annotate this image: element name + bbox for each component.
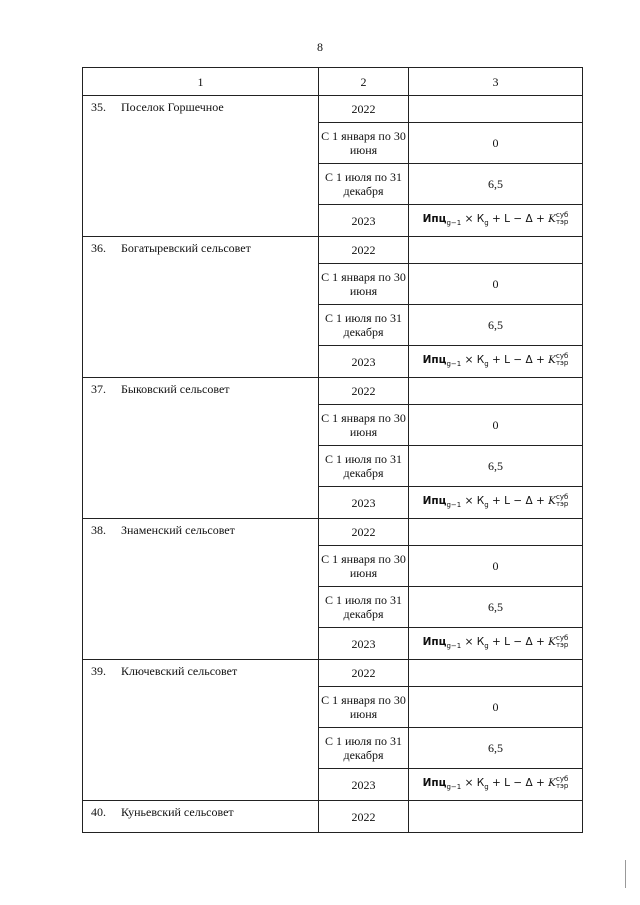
value-cell <box>409 769 583 801</box>
value-cell <box>409 96 583 123</box>
formula-times: × <box>464 212 474 225</box>
formula-kt-sup: суб <box>555 633 569 642</box>
formula-times: × <box>464 635 474 648</box>
formula-kt-indices <box>556 494 568 508</box>
period-cell: С 1 января по 30 июня <box>319 405 409 446</box>
period-cell: 2023 <box>319 205 409 237</box>
table-row <box>83 378 583 405</box>
tariff-formula <box>423 353 569 371</box>
value-cell: 6,5 <box>409 728 583 769</box>
formula-ipc: Ипц <box>422 212 447 225</box>
page-number: 8 <box>317 40 323 54</box>
formula-kt-sup: суб <box>555 351 569 360</box>
formula-times: × <box>464 776 474 789</box>
formula-ipc: Ипц <box>422 494 447 507</box>
period-cell: С 1 июля по 31 декабря <box>319 587 409 628</box>
formula-ipc: Ипц <box>422 776 447 789</box>
tariff-formula <box>423 212 569 230</box>
formula-kt-indices <box>556 635 568 649</box>
value-cell <box>409 519 583 546</box>
item-number: 37. <box>91 382 106 396</box>
formula-kt-sup: суб <box>555 492 569 501</box>
period-cell: С 1 января по 30 июня <box>319 546 409 587</box>
formula-ipc-sub: g−1 <box>446 219 462 228</box>
period-cell: С 1 июля по 31 декабря <box>319 164 409 205</box>
column-header-1: 1 <box>83 68 319 96</box>
formula-kt-sub: тэр <box>555 358 569 367</box>
formula-ipc: Ипц <box>422 635 447 648</box>
value-cell <box>409 660 583 687</box>
formula-kt-indices <box>556 353 568 367</box>
municipality-name: Быковский сельсовет <box>121 382 230 396</box>
formula-k-sub: g <box>484 360 489 369</box>
formula-k: К <box>476 353 485 366</box>
municipality-cell <box>83 237 319 378</box>
period-cell: 2022 <box>319 378 409 405</box>
formula-k-sub: g <box>484 642 489 651</box>
table-row <box>83 237 583 264</box>
value-cell <box>409 628 583 660</box>
formula-kt-sub: тэр <box>555 499 569 508</box>
municipality-cell <box>83 660 319 801</box>
table-row <box>83 519 583 546</box>
value-cell: 0 <box>409 546 583 587</box>
column-header-2: 2 <box>319 68 409 96</box>
formula-kt-sup: суб <box>555 210 569 219</box>
period-cell: 2023 <box>319 487 409 519</box>
formula-kt-sub: тэр <box>555 217 569 226</box>
formula-kt-sub: тэр <box>555 640 569 649</box>
period-cell: 2023 <box>319 628 409 660</box>
value-cell <box>409 237 583 264</box>
formula-k-sub: g <box>484 219 489 228</box>
formula-kt-sub: тэр <box>555 781 569 790</box>
formula-kt: K <box>548 635 556 648</box>
period-cell: 2023 <box>319 346 409 378</box>
formula-ipc-sub: g−1 <box>446 360 462 369</box>
formula-kt-indices <box>556 776 568 790</box>
value-cell: 6,5 <box>409 164 583 205</box>
formula-ipc-sub: g−1 <box>446 501 462 510</box>
value-cell <box>409 378 583 405</box>
value-cell: 6,5 <box>409 446 583 487</box>
formula-times: × <box>464 494 474 507</box>
table-header-row <box>83 68 583 96</box>
tariff-formula <box>423 635 569 653</box>
value-cell: 6,5 <box>409 587 583 628</box>
period-cell: С 1 июля по 31 декабря <box>319 728 409 769</box>
formula-rest: + L − Δ + <box>488 635 549 648</box>
value-cell: 0 <box>409 123 583 164</box>
period-cell: 2022 <box>319 519 409 546</box>
value-cell: 0 <box>409 264 583 305</box>
formula-kt: K <box>548 212 556 225</box>
municipality-name: Богатыревский сельсовет <box>121 241 251 255</box>
formula-k: К <box>476 494 485 507</box>
value-cell: 0 <box>409 405 583 446</box>
period-cell: 2022 <box>319 660 409 687</box>
value-cell <box>409 801 583 833</box>
value-cell <box>409 346 583 378</box>
value-cell <box>409 487 583 519</box>
period-cell: 2022 <box>319 237 409 264</box>
formula-k-sub: g <box>484 501 489 510</box>
formula-times: × <box>464 353 474 366</box>
formula-ipc: Ипц <box>422 353 447 366</box>
item-number: 38. <box>91 523 106 537</box>
period-cell: С 1 января по 30 июня <box>319 264 409 305</box>
period-cell: С 1 января по 30 июня <box>319 123 409 164</box>
table-row <box>83 660 583 687</box>
value-cell: 6,5 <box>409 305 583 346</box>
municipality-name: Ключевский сельсовет <box>121 664 238 678</box>
municipality-cell <box>83 801 319 833</box>
item-number: 39. <box>91 664 106 678</box>
table-row <box>83 801 583 833</box>
formula-k: К <box>476 635 485 648</box>
formula-kt: K <box>548 776 556 789</box>
period-cell: С 1 января по 30 июня <box>319 687 409 728</box>
period-cell: С 1 июля по 31 декабря <box>319 446 409 487</box>
municipality-name: Поселок Горшечное <box>121 100 224 114</box>
period-cell: 2023 <box>319 769 409 801</box>
formula-k: К <box>476 212 485 225</box>
municipality-cell <box>83 378 319 519</box>
municipality-cell <box>83 96 319 237</box>
tariff-formula <box>423 494 569 512</box>
period-cell: 2022 <box>319 801 409 833</box>
tariff-formula <box>423 776 569 794</box>
period-cell: 2022 <box>319 96 409 123</box>
formula-kt: K <box>548 353 556 366</box>
value-cell <box>409 205 583 237</box>
formula-k-sub: g <box>484 783 489 792</box>
item-number: 40. <box>91 805 106 819</box>
scan-edge-mark <box>625 860 626 888</box>
municipality-name: Куньевский сельсовет <box>121 805 234 819</box>
municipality-cell <box>83 519 319 660</box>
formula-ipc-sub: g−1 <box>446 642 462 651</box>
item-number: 35. <box>91 100 106 114</box>
formula-kt: K <box>548 494 556 507</box>
value-cell: 0 <box>409 687 583 728</box>
formula-rest: + L − Δ + <box>488 494 549 507</box>
municipality-name: Знаменский сельсовет <box>121 523 235 537</box>
column-header-3: 3 <box>409 68 583 96</box>
tariff-table <box>82 67 583 833</box>
formula-kt-sup: суб <box>555 774 569 783</box>
formula-rest: + L − Δ + <box>488 212 549 225</box>
formula-k: К <box>476 776 485 789</box>
formula-ipc-sub: g−1 <box>446 783 462 792</box>
period-cell: С 1 июля по 31 декабря <box>319 305 409 346</box>
item-number: 36. <box>91 241 106 255</box>
formula-kt-indices <box>556 212 568 226</box>
table-row <box>83 96 583 123</box>
formula-rest: + L − Δ + <box>488 776 549 789</box>
formula-rest: + L − Δ + <box>488 353 549 366</box>
